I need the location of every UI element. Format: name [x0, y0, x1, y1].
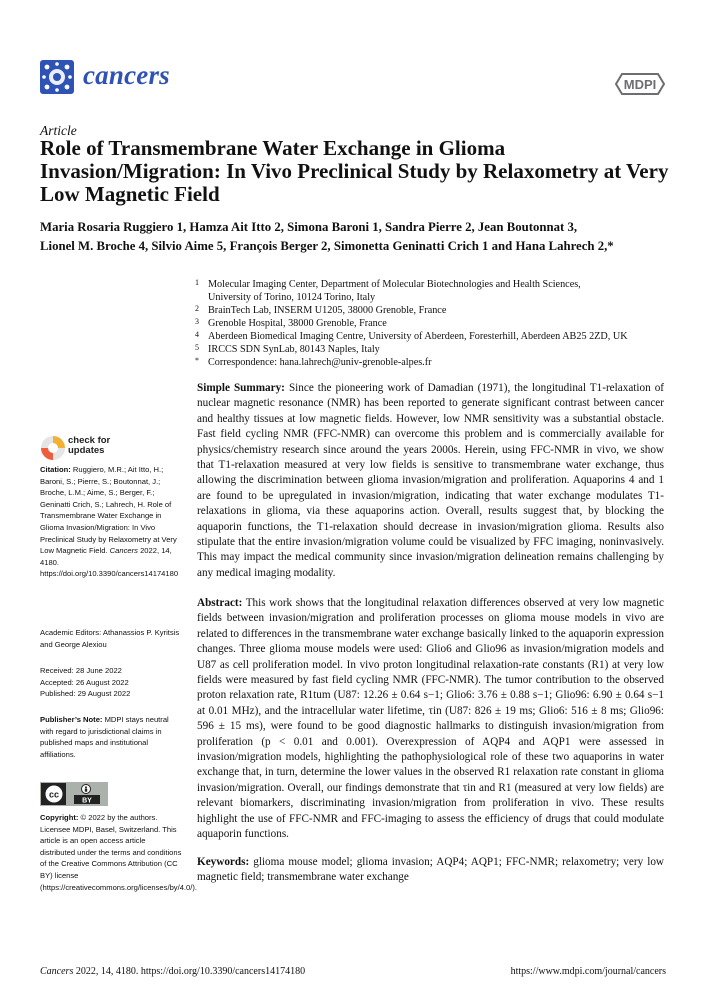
publisher-note — [40, 714, 182, 760]
copyright-label: Copyright: — [40, 813, 79, 822]
publisher-note-text: MDPI stays neutral with regard to jurisdictional claims in published maps and institutional affiliations. — [40, 715, 169, 759]
editors-text: Athanassios P. Kyritsis and George Alexiou — [40, 628, 180, 649]
simple-summary — [197, 381, 664, 581]
citation-details: 2022, 14, 4180. https://doi.org/10.3390/cancers14174180 — [40, 546, 179, 579]
simple-summary-label: Simple Summary: — [197, 382, 285, 394]
citation-journal: Cancers — [109, 546, 138, 556]
keywords-label: Keywords: — [197, 856, 250, 868]
accepted-date: Accepted: 26 August 2022 — [40, 677, 129, 687]
check-updates-line2: updates — [68, 445, 105, 456]
journal-name[interactable]: cancers — [83, 60, 170, 90]
check-updates-icon — [40, 434, 66, 462]
editors-label: Academic Editors: — [40, 628, 102, 637]
journal-logo-icon — [40, 60, 74, 94]
citation-text: Ruggiero, M.R.; Ait Itto, H.; Baroni, S.; Pierre, S.; Boutonnat, J.; Broche, L.M.; Aime, S.; Berger, F.; Geninatti Crich, S.; Lahrech, H. Role of Transmembrane Water Exchange in Glioma Invasion/Migration: In Vivo Preclinical Study by Relaxometry at Very Low Magnetic Field. — [40, 465, 177, 556]
cc-by-license-badge[interactable] — [40, 782, 108, 806]
academic-editors — [40, 627, 182, 650]
mdpi-logo-text: MDPI — [623, 77, 657, 92]
received-date: Received: 28 June 2022 — [40, 666, 122, 675]
mdpi-logo[interactable] — [612, 71, 668, 97]
footer-details: 2022, 14, 4180. https://doi.org/10.3390/cancers14174180 — [75, 966, 306, 977]
dates-block — [40, 665, 182, 700]
check-updates-line1: check for — [68, 435, 111, 446]
simple-summary-text: Since the pioneering work of Damadian (1971), the longitudinal T1-relaxation of nuclear magnetic resonance (NMR) has been reported to generate significant contrast between cancer and healthy tissues at low magnetic fields. However, low NMR sensitivity was a substantial obstacle. Fast field cycling NMR (FFC-NMR) can overcome this problem and is commercially available for physics/chemistry research since around the years 2000s. Herein, using FFC-NMR in vivo, we show that T1-relaxation measured at very low fields is sensitive to transmembrane water exchange, thus allowing the discrimination between glioma invasion/migration and proliferation. Aquaporins 4 and 1 are found to be upregulated in invasion/migration, indicating that water exchange modulates T1-relaxations in glioma, via these aquaporins action. Overall, results suggest that, by blocking the aquaporin functions, the T1-relaxation should decrease in invasion/migration glioma. Results also stipulate that the entire invasion/migration volume could be visualized by FFC imaging, noninvasively. This may impact the medical community since invasion/migration delineation remains challenging by any medical imaging modality. — [197, 382, 665, 579]
author-line-1: Maria Rosaria Ruggiero 1, Hamza Ait Itto 2, Simona Baroni 1, Sandra Pierre 2, Jean Boutonnat 3, — [40, 220, 578, 234]
footer-journal-url[interactable]: https://www.mdpi.com/journal/cancers — [510, 966, 666, 977]
copyright-text: © 2022 by the authors. Licensee MDPI, Basel, Switzerland. This article is an open access article distributed under the terms and conditions of the Creative Commons Attribution (CC BY) license (https://creativecommons.org/licenses/by/4.0/). — [40, 813, 197, 892]
author-list — [40, 218, 670, 256]
publisher-note-label: Publisher’s Note: — [40, 715, 103, 724]
published-date: Published: 29 August 2022 — [40, 689, 131, 699]
abstract — [197, 596, 664, 843]
keywords-text: glioma mouse model; glioma invasion; AQP4; AQP1; FFC-NMR; relaxometry; very low magnetic field; transmembrane water exchange — [197, 856, 665, 884]
by-text: BY — [82, 797, 92, 805]
author-line-2: Lionel M. Broche 4, Silvio Aime 5, François Berger 2, Simonetta Geninatti Crich 1 and Hana Lahrech 2,* — [40, 239, 614, 253]
article-type: Article — [40, 123, 77, 138]
cc-text: cc — [48, 789, 60, 800]
copyright-block — [40, 812, 197, 893]
citation-block — [40, 464, 182, 580]
check-for-updates-button[interactable] — [40, 434, 120, 462]
abstract-text: This work shows that the longitudinal relaxation differences observed at very low magnetic fields between invasion/migration and proliferation processes on glioma mouse models in vivo are related to differences in the transmembrane water exchange basically linked to the aquaporin expression changes. Three glioma mouse models were used: Glio6 and Glio96 as invasion/migration models and U87 as cell proliferation model. In vivo proton longitudinal relaxation-rate constants (R1) at very low fields were measured by fast field cycling NMR (FFC-NMR). The tumor contribution to the observed proton relaxation rate, R1tum (U87: 12.26 ± 0.64 s−1; Glio6: 3.76 ± 0.88 s−1; Glio96: 6.90 ± 0.64 s−1 at 0.01 MHz), and the intracellular water lifetime, τin (U87: 826 ± 19 ms; Glio6: 516 ± 8 ms; Glio96: 596 ± 15 ms), were found to be good diagnostic hallmarks to distinguish invasion/migration from proliferation (p < 0.01 and 0.001). Overexpression of AQP4 and AQP1 were assessed in invasion/migration models, highlighting the pathophysiological role of these two aquaporins in water exchange that, in turn, determine the lower values in the observed R1 relaxation rate constant in glioma invasion/migration. Overall, our findings demonstrate that τin and R1 (measured at very low fields) are relevant biomarkers, discriminating invasion/migration from proliferation in vivo. These results highlight the use of FFC-NMR and FFC-imaging to assess the efficiency of drugs that could modulate aquaporin functions. — [197, 597, 664, 841]
page-title: Role of Transmembrane Water Exchange in Glioma Invasion/Migration: In Vivo Preclinical Study by Relaxometry at Very Low Magnetic Field — [40, 136, 669, 206]
abstract-label: Abstract: — [197, 597, 243, 609]
keywords — [197, 855, 664, 886]
citation-label: Citation: — [40, 465, 71, 474]
footer-journal: Cancers — [40, 966, 74, 977]
footer-citation — [40, 966, 305, 977]
